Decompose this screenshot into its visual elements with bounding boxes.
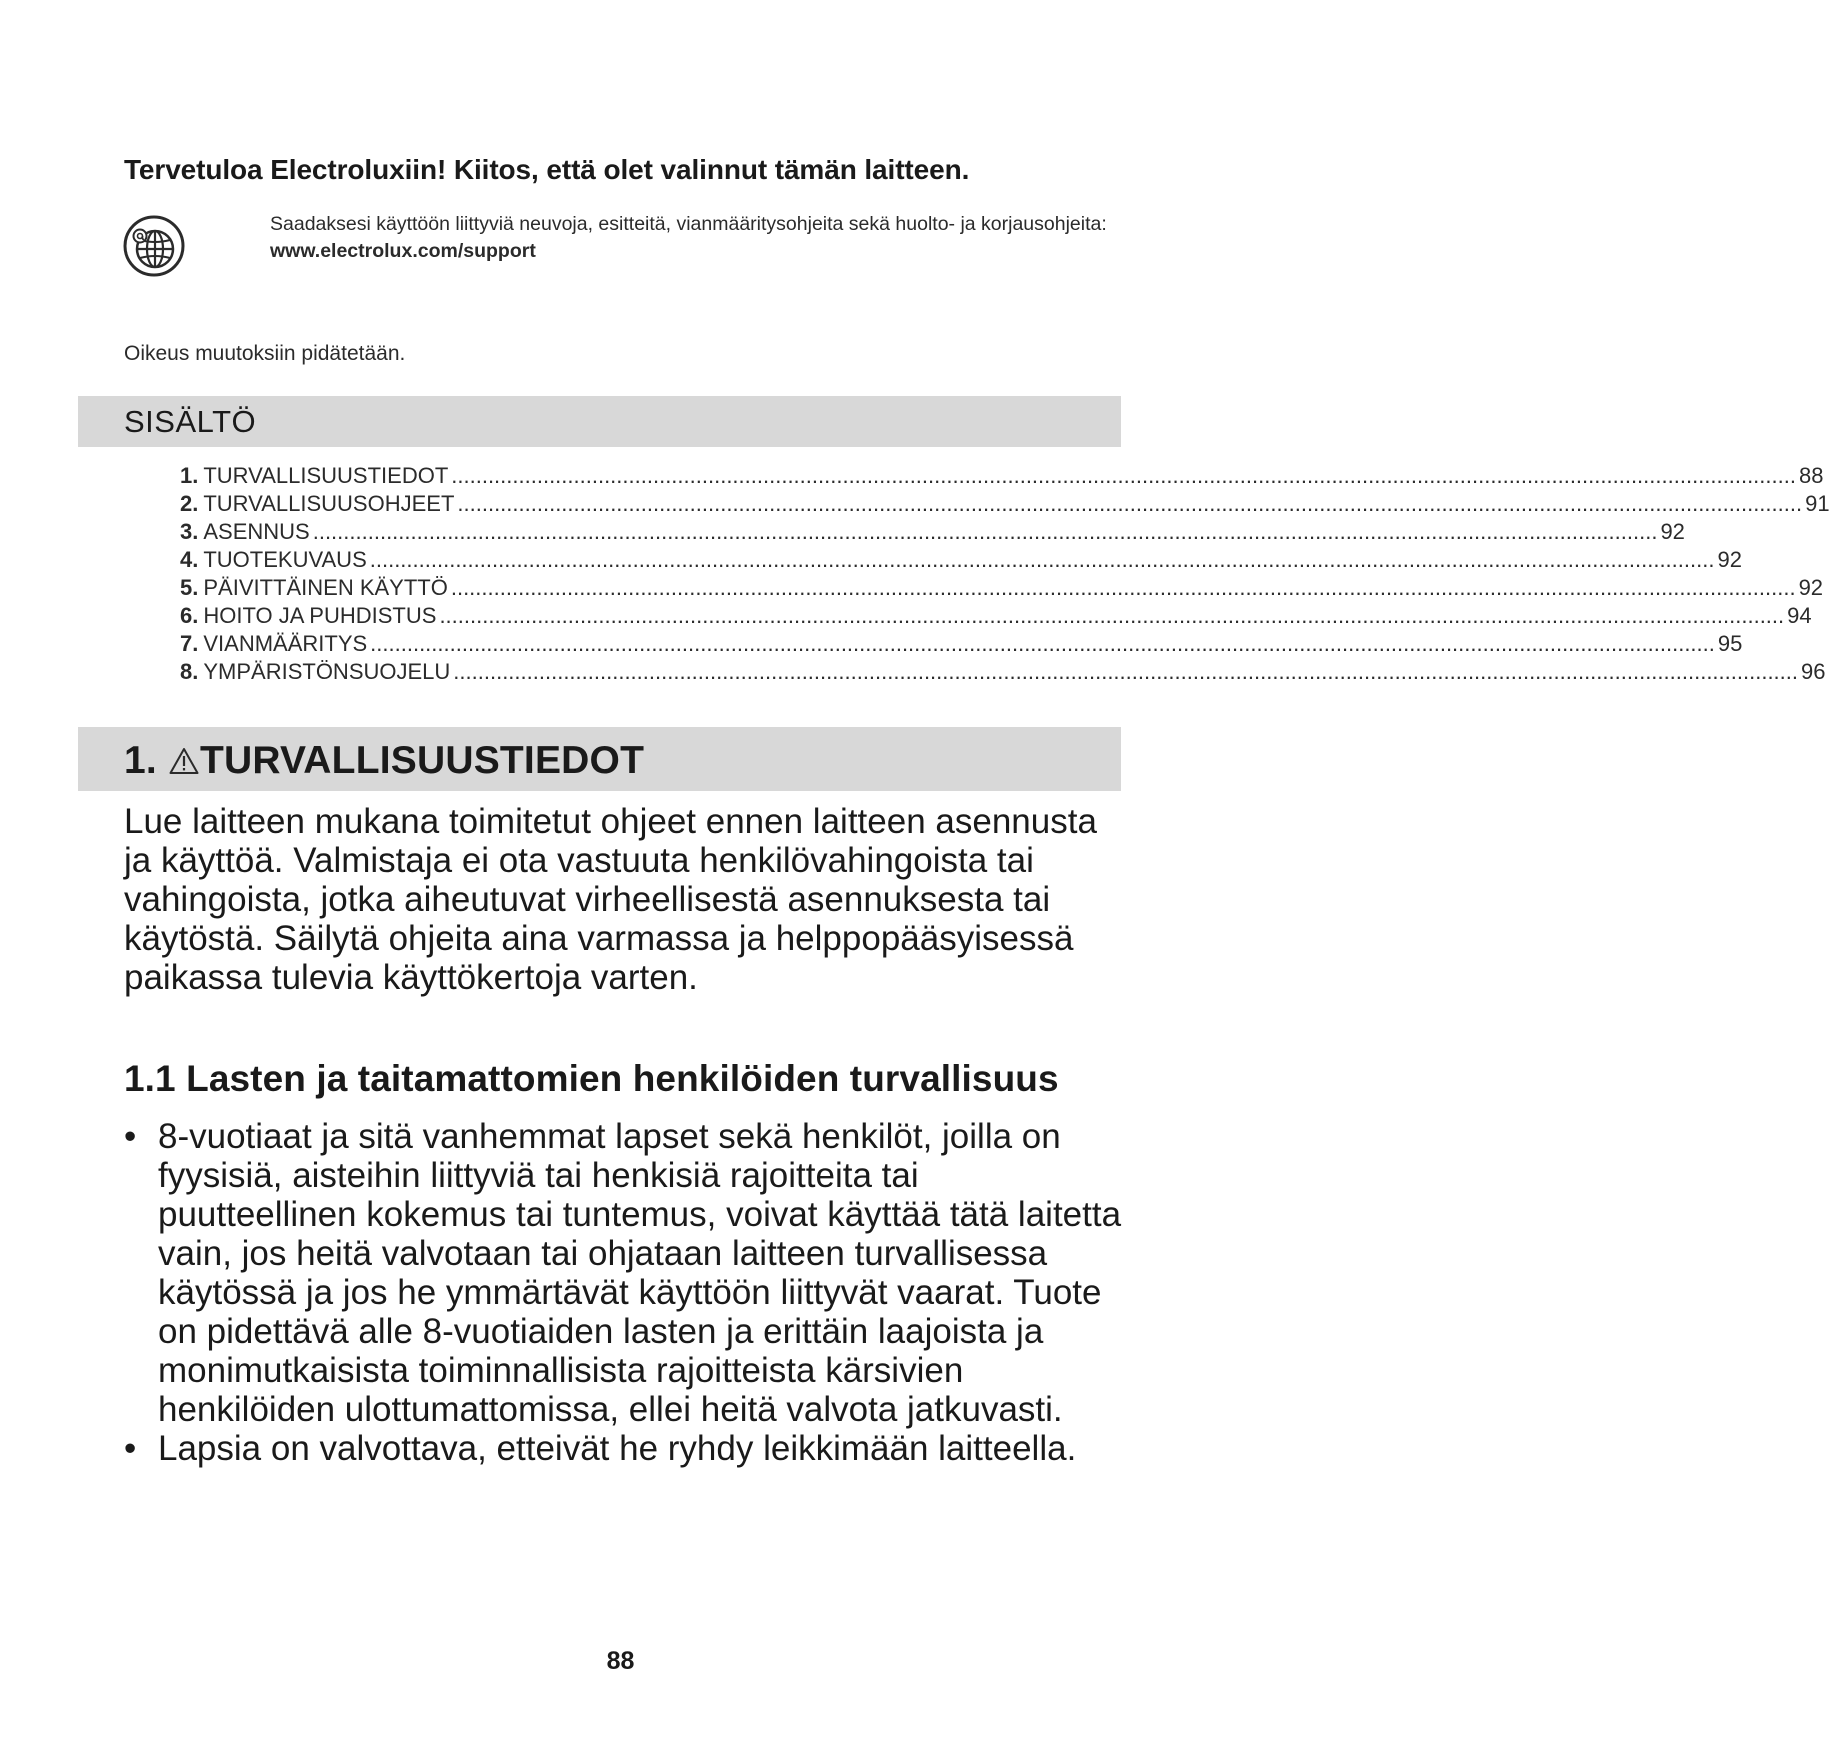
toc-item-name: YMPÄRISTÖNSUOJELU (203, 659, 451, 684)
toc-item[interactable] (180, 546, 1742, 574)
section-intro: Lue laitteen mukana toimitetut ohjeet ennen laitteen asennusta ja käyttöä. Valmistaja ei ota vastuuta henkilövahingoista tai vahingoista, jotka aiheutuvat virheellisestä asennuksesta tai käytöstä. Säilytä ohjeita aina varmassa ja helppopääsyisessä paikassa tulevia käyttökertoja varten. (124, 802, 1097, 997)
toc-leader-dots: ............................................................................................................................................................................................................................ (369, 547, 1715, 572)
toc-title: SISÄLTÖ (124, 404, 257, 439)
subsection-title: 1.1 Lasten ja taitamattomien henkilöiden turvallisuus (124, 1058, 1059, 1099)
toc-item-number: 1. (180, 463, 199, 488)
section-title (124, 739, 644, 783)
toc-item-number: 5. (180, 575, 199, 600)
support-description: Saadaksesi käyttöön liittyviä neuvoja, esitteitä, vianmääritysohjeita sekä huolto- ja korjausohjeita: (270, 213, 1107, 235)
list-item (124, 1117, 1124, 1429)
welcome-heading: Tervetuloa Electroluxiin! Kiitos, että olet valinnut tämän laitteen. (124, 154, 970, 185)
toc-item-name: HOITO JA PUHDISTUS (203, 603, 437, 628)
toc-leader-dots: ............................................................................................................................................................................................................................ (450, 575, 1796, 600)
toc-item-number: 7. (180, 631, 199, 656)
toc-item-name: PÄIVITTÄINEN KÄYTTÖ (203, 575, 448, 600)
section-name: TURVALLISUUSTIEDOT (199, 739, 645, 782)
toc-leader-dots: ............................................................................................................................................................................................................................ (312, 519, 1658, 544)
rights-notice: Oikeus muutoksiin pidätetään. (124, 342, 406, 365)
toc-item-page: 92 (1717, 547, 1742, 572)
bullet-mark: • (124, 1117, 137, 1156)
toc-item-name: TURVALLISUUSTIEDOT (203, 463, 449, 488)
toc-item-number: 8. (180, 659, 199, 684)
toc-leader-dots: ............................................................................................................................................................................................................................ (451, 463, 1796, 488)
toc-item[interactable] (180, 630, 1743, 658)
list-item (124, 1429, 1124, 1468)
toc-item-number: 6. (180, 603, 199, 628)
toc-item-page: 91 (1805, 491, 1830, 516)
toc-item-page: 95 (1717, 631, 1743, 656)
toc-item-name: TUOTEKUVAUS (203, 547, 367, 572)
toc-leader-dots: ............................................................................................................................................................................................................................ (453, 659, 1799, 684)
section-number: 1. (124, 739, 157, 782)
support-url[interactable]: www.electrolux.com/support (270, 240, 536, 262)
safety-bullets (124, 1117, 1124, 1468)
toc-item[interactable] (180, 462, 1824, 490)
toc-item-page: 96 (1801, 659, 1826, 684)
toc-item-number: 2. (180, 491, 199, 516)
page-number: 88 (606, 1647, 635, 1675)
toc-item[interactable] (180, 658, 1826, 686)
toc-item-page: 92 (1660, 519, 1685, 544)
warning-icon (169, 747, 199, 775)
bullet-mark: • (124, 1429, 137, 1468)
toc-item-name: ASENNUS (203, 519, 310, 544)
toc-item[interactable] (180, 518, 1685, 546)
toc-leader-dots: ............................................................................................................................................................................................................................ (439, 603, 1785, 628)
toc-item[interactable] (180, 574, 1824, 602)
toc-item-page: 92 (1798, 575, 1824, 600)
list-item-text: 8-vuotiaat ja sitä vanhemmat lapset sekä henkilöt, joilla on fyysisiä, aisteihin liittyviä tai henkisiä rajoitteita tai puutteellinen kokemus tai tuntemus, voivat käyttää tätä laitetta vain, jos heitä valvotaan tai ohjataan laitteen turvallisessa käytössä ja jos he ymmärtävät käyttöön liittyvät vaarat. Tuote on pidettävä alle 8-vuotiaiden lasten ja erittäin laajoista ja monimutkaisista toiminnallisista rajoitteista kärsivien henkilöiden ulottumattomissa, ellei heitä valvota jatkuvasti. (158, 1117, 1122, 1429)
toc-item-page: 94 (1787, 603, 1812, 628)
toc-item-number: 3. (180, 519, 199, 544)
toc-leader-dots: ............................................................................................................................................................................................................................ (457, 491, 1803, 516)
list-item-text: Lapsia on valvottava, etteivät he ryhdy leikkimään laitteella. (158, 1429, 1077, 1468)
toc-leader-dots: ............................................................................................................................................................................................................................ (370, 631, 1715, 656)
toc-item-name: VIANMÄÄRITYS (203, 631, 368, 656)
toc-item-page: 88 (1798, 463, 1824, 488)
globe-icon (122, 214, 186, 278)
toc-item[interactable] (180, 490, 1830, 518)
toc-item-number: 4. (180, 547, 199, 572)
toc-item-name: TURVALLISUUSOHJEET (203, 491, 455, 516)
toc-item[interactable] (180, 602, 1812, 630)
table-of-contents (180, 462, 1830, 686)
support-info (270, 211, 1110, 265)
